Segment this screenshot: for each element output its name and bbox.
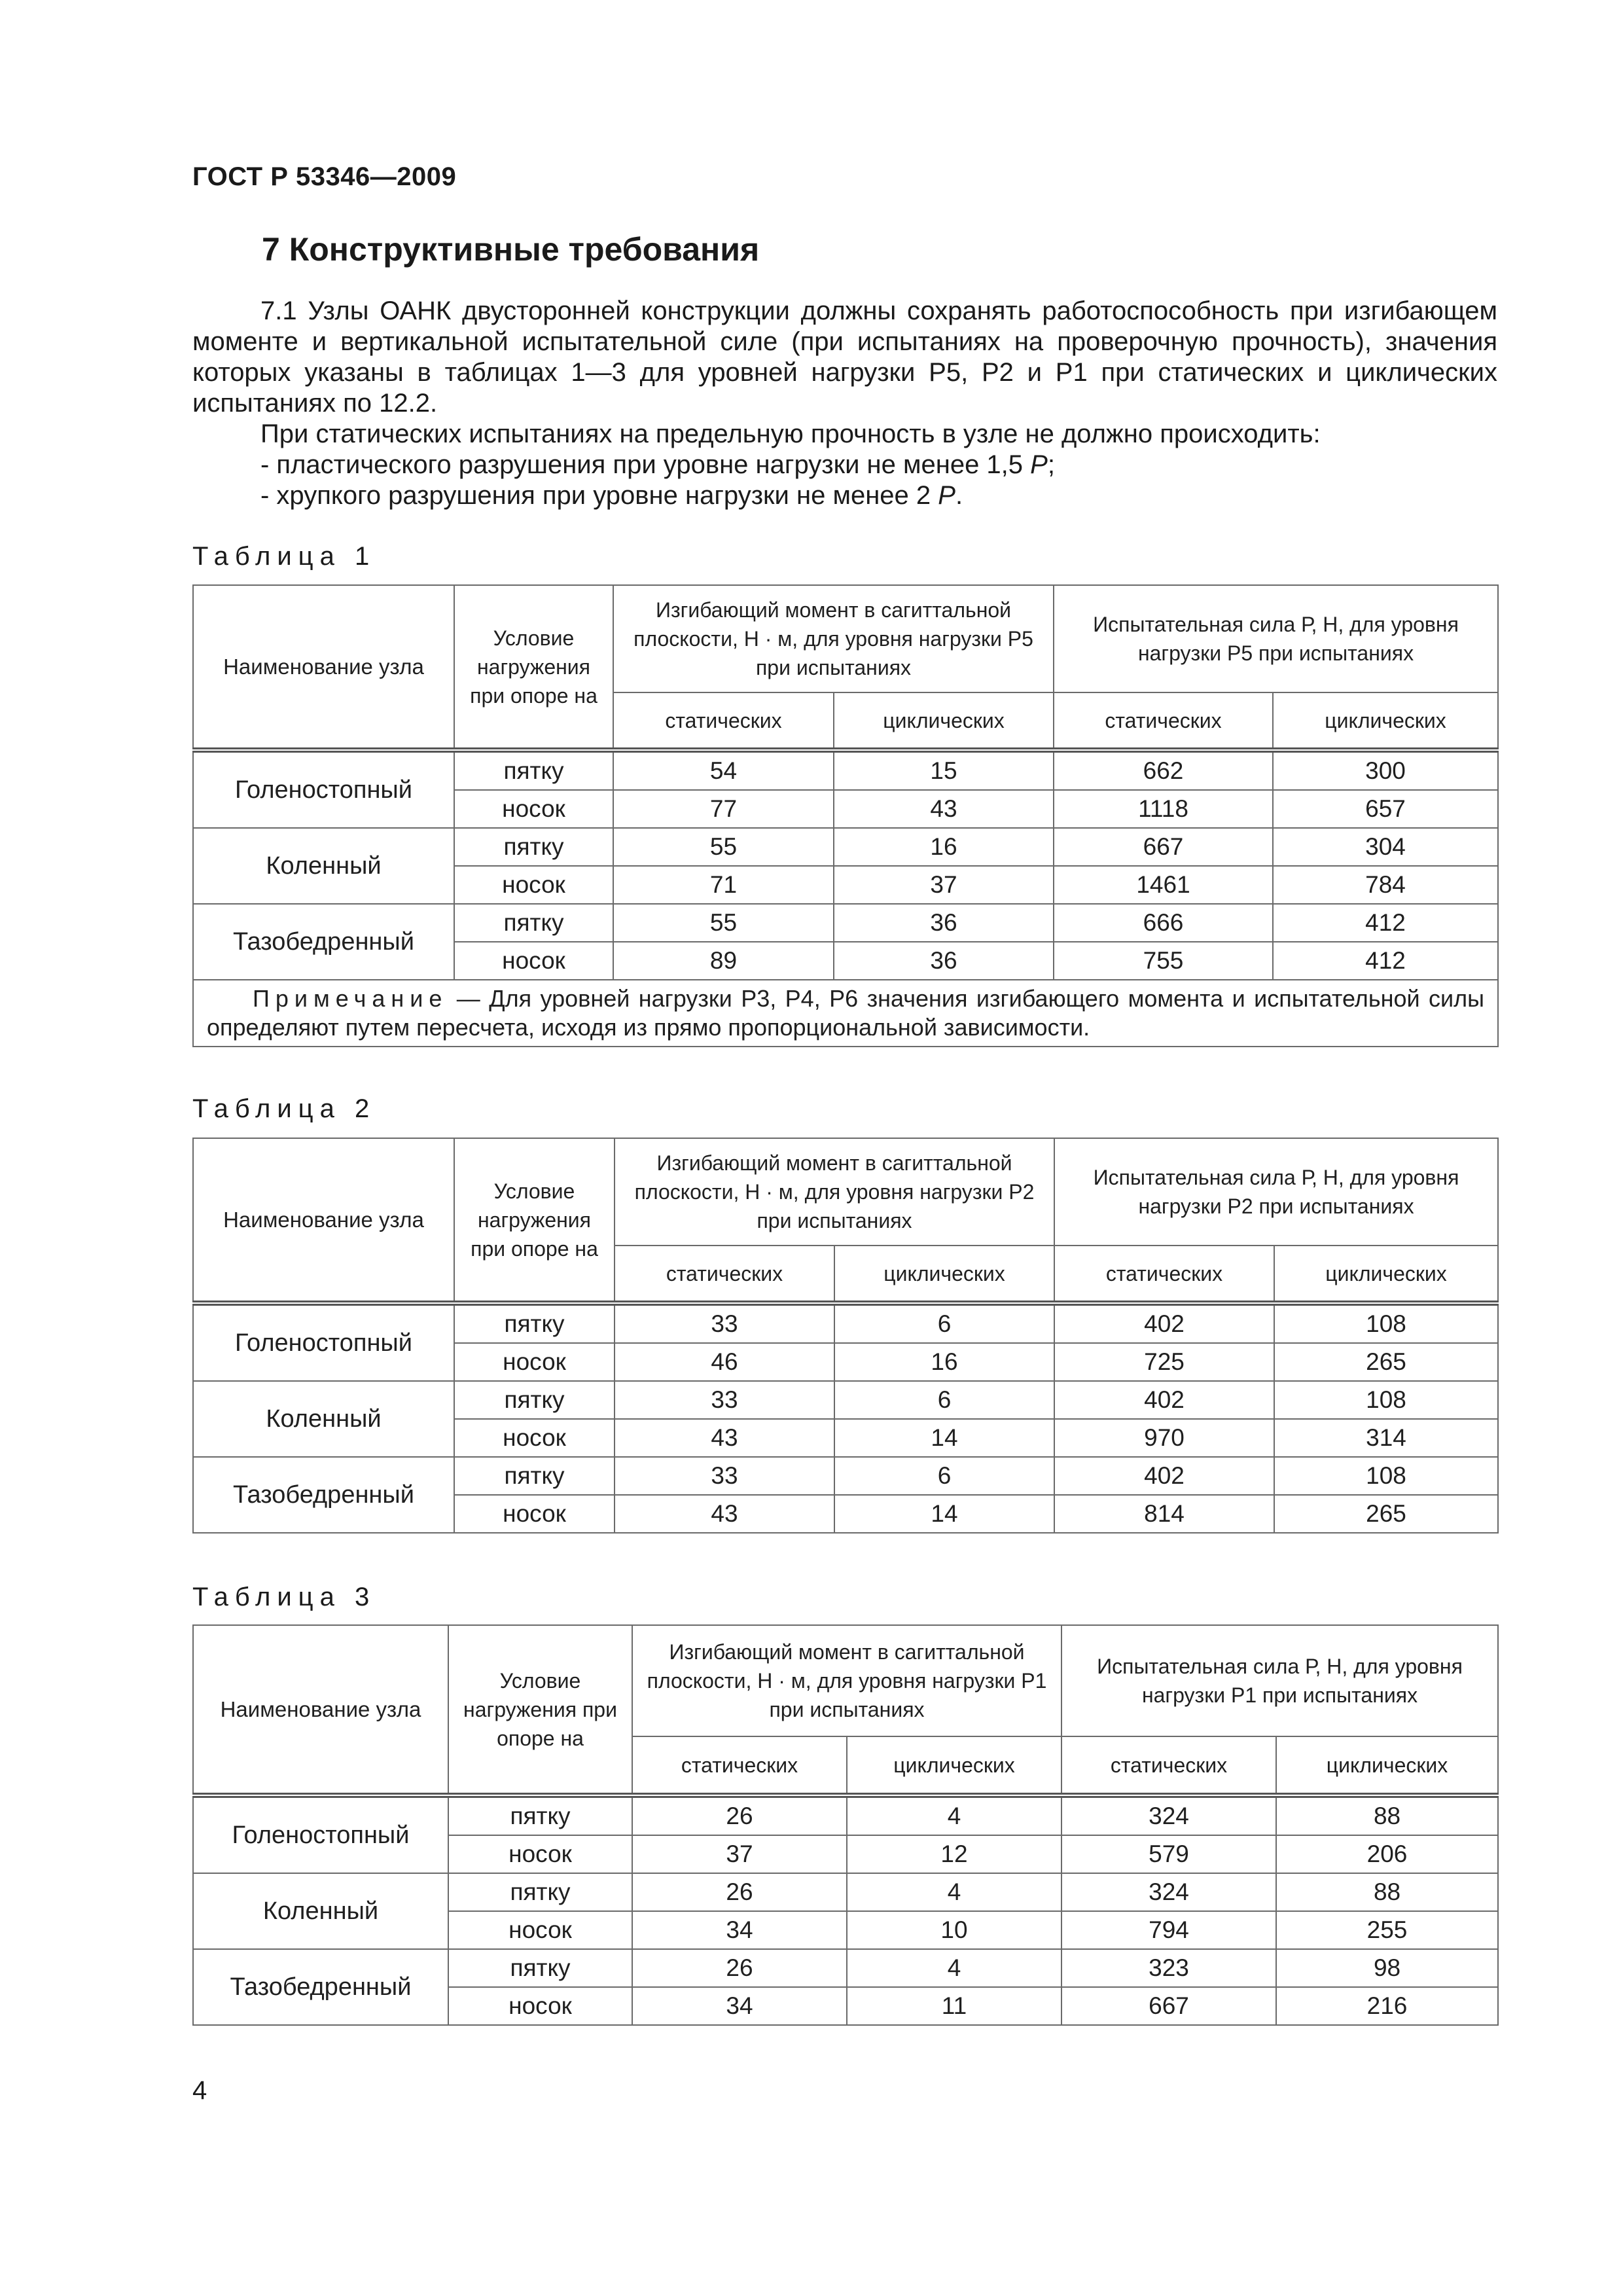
header-force: Испытательная сила Р, Н, для уровня нагрузки Р1 при испытаниях bbox=[1061, 1625, 1498, 1736]
force-cyclic-cell: 784 bbox=[1273, 866, 1498, 904]
condition-cell: носок bbox=[454, 942, 613, 980]
force-static-cell: 579 bbox=[1061, 1835, 1276, 1873]
header-force-cyclic: циклических bbox=[1276, 1736, 1498, 1795]
table-1 bbox=[192, 584, 1499, 1047]
force-static-cell: 725 bbox=[1054, 1343, 1274, 1381]
force-cyclic-cell: 108 bbox=[1274, 1457, 1498, 1495]
header-moment-static: статических bbox=[613, 692, 834, 750]
node-name-cell: Коленный bbox=[193, 1381, 454, 1457]
table-row bbox=[193, 750, 1498, 790]
header-node-name: Наименование узла bbox=[193, 1138, 454, 1303]
paragraph-7-1: 7.1 Узлы ОАНК двусторонней конструкции должны сохранять работоспособность при изгибающем моменте и вертикальной испытательной силе (при испытаниях на проверочную прочность), значения которых указаны в таблицах 1—3 для уровней нагрузки Р5, Р2 и Р1 при статических и циклических испытаниях по 12.2. bbox=[192, 296, 1497, 418]
force-static-cell: 1118 bbox=[1054, 790, 1273, 828]
moment-static-cell: 55 bbox=[613, 904, 834, 942]
header-force-cyclic: циклических bbox=[1274, 1246, 1498, 1303]
moment-cyclic-cell: 10 bbox=[847, 1911, 1061, 1949]
moment-static-cell: 34 bbox=[632, 1987, 847, 2025]
table-row bbox=[193, 1303, 1498, 1343]
force-cyclic-cell: 300 bbox=[1273, 750, 1498, 790]
list-item-plastic bbox=[192, 450, 1497, 480]
moment-cyclic-cell: 36 bbox=[834, 904, 1054, 942]
moment-static-cell: 46 bbox=[615, 1343, 834, 1381]
moment-static-cell: 34 bbox=[632, 1911, 847, 1949]
page-number: 4 bbox=[192, 2076, 207, 2105]
moment-cyclic-cell: 14 bbox=[834, 1495, 1054, 1533]
force-static-cell: 1461 bbox=[1054, 866, 1273, 904]
condition-cell: пятку bbox=[454, 1303, 615, 1343]
list-item-text: - хрупкого разрушения при уровне нагрузки не менее 2 bbox=[260, 481, 938, 510]
header-force: Испытательная сила Р, Н, для уровня нагрузки Р2 при испытаниях bbox=[1054, 1138, 1498, 1246]
body-text bbox=[192, 296, 1497, 511]
condition-cell: носок bbox=[454, 1419, 615, 1457]
force-cyclic-cell: 88 bbox=[1276, 1873, 1498, 1911]
table-2 bbox=[192, 1138, 1499, 1534]
node-name-cell: Голеностопный bbox=[193, 1303, 454, 1381]
force-cyclic-cell: 314 bbox=[1274, 1419, 1498, 1457]
table-2-caption: Таблица 2 bbox=[192, 1094, 376, 1123]
force-static-cell: 402 bbox=[1054, 1457, 1274, 1495]
condition-cell: носок bbox=[448, 1987, 632, 2025]
header-moment-static: статических bbox=[632, 1736, 847, 1795]
force-static-cell: 794 bbox=[1061, 1911, 1276, 1949]
force-cyclic-cell: 98 bbox=[1276, 1949, 1498, 1987]
force-static-cell: 814 bbox=[1054, 1495, 1274, 1533]
condition-cell: пятку bbox=[454, 828, 613, 866]
moment-cyclic-cell: 4 bbox=[847, 1949, 1061, 1987]
moment-cyclic-cell: 6 bbox=[834, 1457, 1054, 1495]
moment-static-cell: 43 bbox=[615, 1419, 834, 1457]
moment-static-cell: 33 bbox=[615, 1303, 834, 1343]
moment-cyclic-cell: 12 bbox=[847, 1835, 1061, 1873]
force-cyclic-cell: 265 bbox=[1274, 1343, 1498, 1381]
header-moment-cyclic: циклических bbox=[847, 1736, 1061, 1795]
moment-cyclic-cell: 16 bbox=[834, 828, 1054, 866]
force-static-cell: 667 bbox=[1061, 1987, 1276, 2025]
header-moment: Изгибающий момент в сагиттальной плоскости, Н · м, для уровня нагрузки Р2 при испытаниях bbox=[615, 1138, 1054, 1246]
moment-static-cell: 26 bbox=[632, 1795, 847, 1835]
header-moment-static: статических bbox=[615, 1246, 834, 1303]
table-row bbox=[193, 1381, 1498, 1419]
header-force: Испытательная сила Р, Н, для уровня нагрузки Р5 при испытаниях bbox=[1054, 585, 1498, 692]
table-note bbox=[193, 980, 1498, 1047]
condition-cell: носок bbox=[454, 790, 613, 828]
condition-cell: пятку bbox=[454, 750, 613, 790]
header-node-name: Наименование узла bbox=[193, 1625, 448, 1795]
variable-p: Р bbox=[938, 481, 955, 510]
moment-cyclic-cell: 4 bbox=[847, 1795, 1061, 1835]
condition-cell: пятку bbox=[454, 1457, 615, 1495]
condition-cell: пятку bbox=[454, 904, 613, 942]
force-cyclic-cell: 304 bbox=[1273, 828, 1498, 866]
condition-cell: носок bbox=[454, 866, 613, 904]
force-static-cell: 323 bbox=[1061, 1949, 1276, 1987]
table-row bbox=[193, 1795, 1498, 1835]
moment-static-cell: 33 bbox=[615, 1381, 834, 1419]
header-condition: Условие нагружения при опоре на bbox=[454, 585, 613, 750]
force-static-cell: 667 bbox=[1054, 828, 1273, 866]
table-3 bbox=[192, 1624, 1499, 2026]
moment-static-cell: 26 bbox=[632, 1949, 847, 1987]
force-cyclic-cell: 657 bbox=[1273, 790, 1498, 828]
moment-cyclic-cell: 43 bbox=[834, 790, 1054, 828]
moment-static-cell: 26 bbox=[632, 1873, 847, 1911]
condition-cell: носок bbox=[454, 1495, 615, 1533]
condition-cell: пятку bbox=[448, 1795, 632, 1835]
table-row bbox=[193, 904, 1498, 942]
moment-cyclic-cell: 11 bbox=[847, 1987, 1061, 2025]
force-cyclic-cell: 108 bbox=[1274, 1303, 1498, 1343]
header-force-static: статических bbox=[1054, 692, 1273, 750]
force-static-cell: 666 bbox=[1054, 904, 1273, 942]
force-cyclic-cell: 265 bbox=[1274, 1495, 1498, 1533]
document-code: ГОСТ Р 53346—2009 bbox=[192, 162, 457, 191]
moment-cyclic-cell: 4 bbox=[847, 1873, 1061, 1911]
moment-static-cell: 37 bbox=[632, 1835, 847, 1873]
table-row bbox=[193, 1457, 1498, 1495]
force-cyclic-cell: 412 bbox=[1273, 942, 1498, 980]
force-static-cell: 662 bbox=[1054, 750, 1273, 790]
force-cyclic-cell: 255 bbox=[1276, 1911, 1498, 1949]
force-static-cell: 402 bbox=[1054, 1303, 1274, 1343]
moment-static-cell: 71 bbox=[613, 866, 834, 904]
moment-cyclic-cell: 37 bbox=[834, 866, 1054, 904]
variable-p: Р bbox=[1030, 450, 1048, 479]
section-title: 7 Конструктивные требования bbox=[262, 231, 760, 268]
table-1-caption: Таблица 1 bbox=[192, 542, 376, 571]
header-force-static: статических bbox=[1054, 1246, 1274, 1303]
condition-cell: пятку bbox=[454, 1381, 615, 1419]
condition-cell: пятку bbox=[448, 1873, 632, 1911]
list-item-end: . bbox=[955, 481, 963, 510]
force-static-cell: 755 bbox=[1054, 942, 1273, 980]
force-cyclic-cell: 108 bbox=[1274, 1381, 1498, 1419]
header-moment-cyclic: циклических bbox=[834, 1246, 1054, 1303]
note-label: Примечание bbox=[253, 985, 448, 1012]
condition-cell: носок bbox=[448, 1835, 632, 1873]
moment-static-cell: 55 bbox=[613, 828, 834, 866]
node-name-cell: Голеностопный bbox=[193, 750, 454, 828]
header-node-name: Наименование узла bbox=[193, 585, 454, 750]
node-name-cell: Тазобедренный bbox=[193, 904, 454, 980]
header-moment-cyclic: циклических bbox=[834, 692, 1054, 750]
condition-cell: носок bbox=[454, 1343, 615, 1381]
node-name-cell: Голеностопный bbox=[193, 1795, 448, 1873]
moment-cyclic-cell: 14 bbox=[834, 1419, 1054, 1457]
moment-static-cell: 77 bbox=[613, 790, 834, 828]
table-row bbox=[193, 1949, 1498, 1987]
header-condition: Условие нагружения при опоре на bbox=[448, 1625, 632, 1795]
moment-cyclic-cell: 16 bbox=[834, 1343, 1054, 1381]
force-static-cell: 970 bbox=[1054, 1419, 1274, 1457]
header-moment: Изгибающий момент в сагиттальной плоскости, Н · м, для уровня нагрузки Р5 при испытаниях bbox=[613, 585, 1054, 692]
moment-cyclic-cell: 36 bbox=[834, 942, 1054, 980]
force-static-cell: 324 bbox=[1061, 1873, 1276, 1911]
moment-static-cell: 43 bbox=[615, 1495, 834, 1533]
paragraph-limit-strength: При статических испытаниях на предельную прочность в узле не должно происходить: bbox=[260, 420, 1321, 448]
force-static-cell: 324 bbox=[1061, 1795, 1276, 1835]
moment-cyclic-cell: 6 bbox=[834, 1303, 1054, 1343]
table-row bbox=[193, 828, 1498, 866]
header-moment: Изгибающий момент в сагиттальной плоскости, Н · м, для уровня нагрузки Р1 при испытаниях bbox=[632, 1625, 1061, 1736]
note-text: — Для уровней нагрузки Р3, Р4, Р6 значения изгибающего момента и испытательной силы определяют путем пересчета, исходя из прямо пропорциональной зависимости. bbox=[207, 985, 1485, 1041]
header-force-cyclic: циклических bbox=[1273, 692, 1498, 750]
moment-cyclic-cell: 6 bbox=[834, 1381, 1054, 1419]
list-item-text: - пластического разрушения при уровне нагрузки не менее 1,5 bbox=[260, 450, 1031, 479]
force-cyclic-cell: 412 bbox=[1273, 904, 1498, 942]
force-cyclic-cell: 206 bbox=[1276, 1835, 1498, 1873]
moment-static-cell: 89 bbox=[613, 942, 834, 980]
node-name-cell: Коленный bbox=[193, 828, 454, 904]
node-name-cell: Тазобедренный bbox=[193, 1457, 454, 1533]
node-name-cell: Тазобедренный bbox=[193, 1949, 448, 2025]
list-item-brittle bbox=[192, 480, 1497, 511]
list-item-end: ; bbox=[1047, 450, 1055, 479]
moment-static-cell: 33 bbox=[615, 1457, 834, 1495]
condition-cell: пятку bbox=[448, 1949, 632, 1987]
moment-cyclic-cell: 15 bbox=[834, 750, 1054, 790]
header-condition: Условие нагружения при опоре на bbox=[454, 1138, 615, 1303]
table-3-caption: Таблица 3 bbox=[192, 1583, 376, 1611]
table-note-row bbox=[193, 980, 1498, 1047]
force-cyclic-cell: 88 bbox=[1276, 1795, 1498, 1835]
force-cyclic-cell: 216 bbox=[1276, 1987, 1498, 2025]
condition-cell: носок bbox=[448, 1911, 632, 1949]
header-force-static: статических bbox=[1061, 1736, 1276, 1795]
force-static-cell: 402 bbox=[1054, 1381, 1274, 1419]
node-name-cell: Коленный bbox=[193, 1873, 448, 1949]
table-row bbox=[193, 1873, 1498, 1911]
moment-static-cell: 54 bbox=[613, 750, 834, 790]
